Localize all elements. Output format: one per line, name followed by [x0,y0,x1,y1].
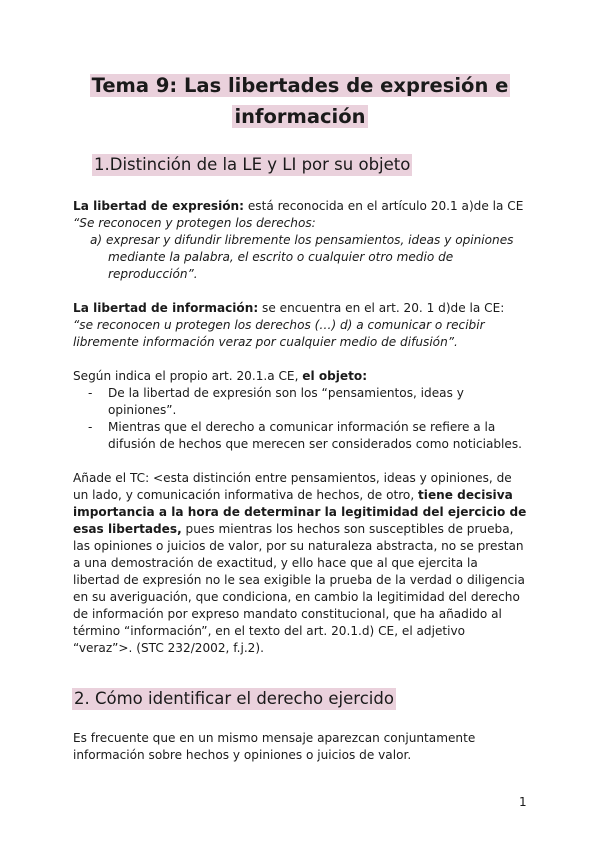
bullet-1-line-1: De la libertad de expresión son los “pensamientos, ideas y [108,386,464,400]
title-line-2: información [234,105,366,128]
s2-line-2: información sobre hechos y opiniones o juicios de valor. [73,748,412,762]
li-quote-line-1: “se reconocen u protegen los derechos (…) d) a comunicar o recibir [73,318,485,332]
objeto-intro: Según indica el propio art. 20.1.a CE, [73,369,303,383]
objeto-paragraph [73,368,533,385]
bullet-1-line-2: opiniones”. [108,403,177,417]
page-number: 1 [519,795,527,809]
li-quote-line-2: libremente información veraz por cualquier medio de difusión”. [73,335,458,349]
section-1-heading: 1.Distinción de la LE y LI por su objeto [94,155,411,174]
tc-line-5: las opiniones o juicios de valor, por su naturaleza abstracta, no se prestan [73,539,524,553]
objeto-bold: el objeto: [302,369,368,383]
li-text: se encuentra en el art. 20. 1 d)de la CE: [258,301,505,315]
le-quote-item-a-line3: reproducción”. [108,267,198,281]
tc-line-4 [73,521,533,538]
s2-line-1: Es frecuente que en un mismo mensaje aparezcan conjuntamente [73,731,476,745]
tc-line-6: a una demostración de exactitud, y ello hace que al que ejercita la [73,556,478,570]
bullet-2-line-1: Mientras que el derecho a comunicar información se refiere a la [108,420,496,434]
le-paragraph [73,198,533,215]
section-2-heading: 2. Cómo identificar el derecho ejercido [74,689,394,708]
tc-line-2 [73,487,533,504]
li-label: La libertad de información: [73,301,259,315]
tc-line-11: “veraz”>. (STC 232/2002, f.j.2). [73,641,264,655]
tc-bold-libertades: esas libertades, [73,522,182,536]
le-quote-item-a-line2: mediante la palabra, el escrito o cualquier otro medio de [108,250,454,264]
page-title [0,70,600,132]
tc-line-2-text: un lado, y comunicación informativa de hechos, de otro, [73,488,419,502]
tc-line-3: importancia a la hora de determinar la legitimidad del ejercicio de [73,505,527,519]
tc-line-8: en su averiguación, que condiciona, en cambio la legitimidad del derecho [73,590,520,604]
le-text: está reconocida en el artículo 20.1 a)de la CE [244,199,524,213]
tc-line-7: libertad de expresión no le sea exigible la prueba de la verdad o diligencia [73,573,525,587]
bullet-2-line-2: difusión de hechos que merecen ser considerados como noticiables. [108,437,522,451]
li-paragraph [73,300,533,317]
tc-bold-decisiva: tiene decisiva [418,488,513,502]
title-line-1: Tema 9: Las libertades de expresión e [91,74,509,97]
tc-line-1: Añade el TC: <esta distinción entre pensamientos, ideas y opiniones, de [73,471,512,485]
tc-after-libertades: pues mientras los hechos son susceptibles de prueba, [181,522,514,536]
tc-line-10: término “información”, en el texto del art. 20.1.d) CE, el adjetivo [73,624,466,638]
tc-line-9: de información por expreso mandato constitucional, que ha añadido al [73,607,502,621]
le-label: La libertad de expresión: [73,199,244,213]
le-quote-intro: “Se reconocen y protegen los derechos: [73,216,316,230]
bullet-marker: - [88,420,93,434]
bullet-marker: - [88,386,93,400]
le-quote-item-a: a) expresar y difundir libremente los pensamientos, ideas y opiniones [90,233,514,247]
